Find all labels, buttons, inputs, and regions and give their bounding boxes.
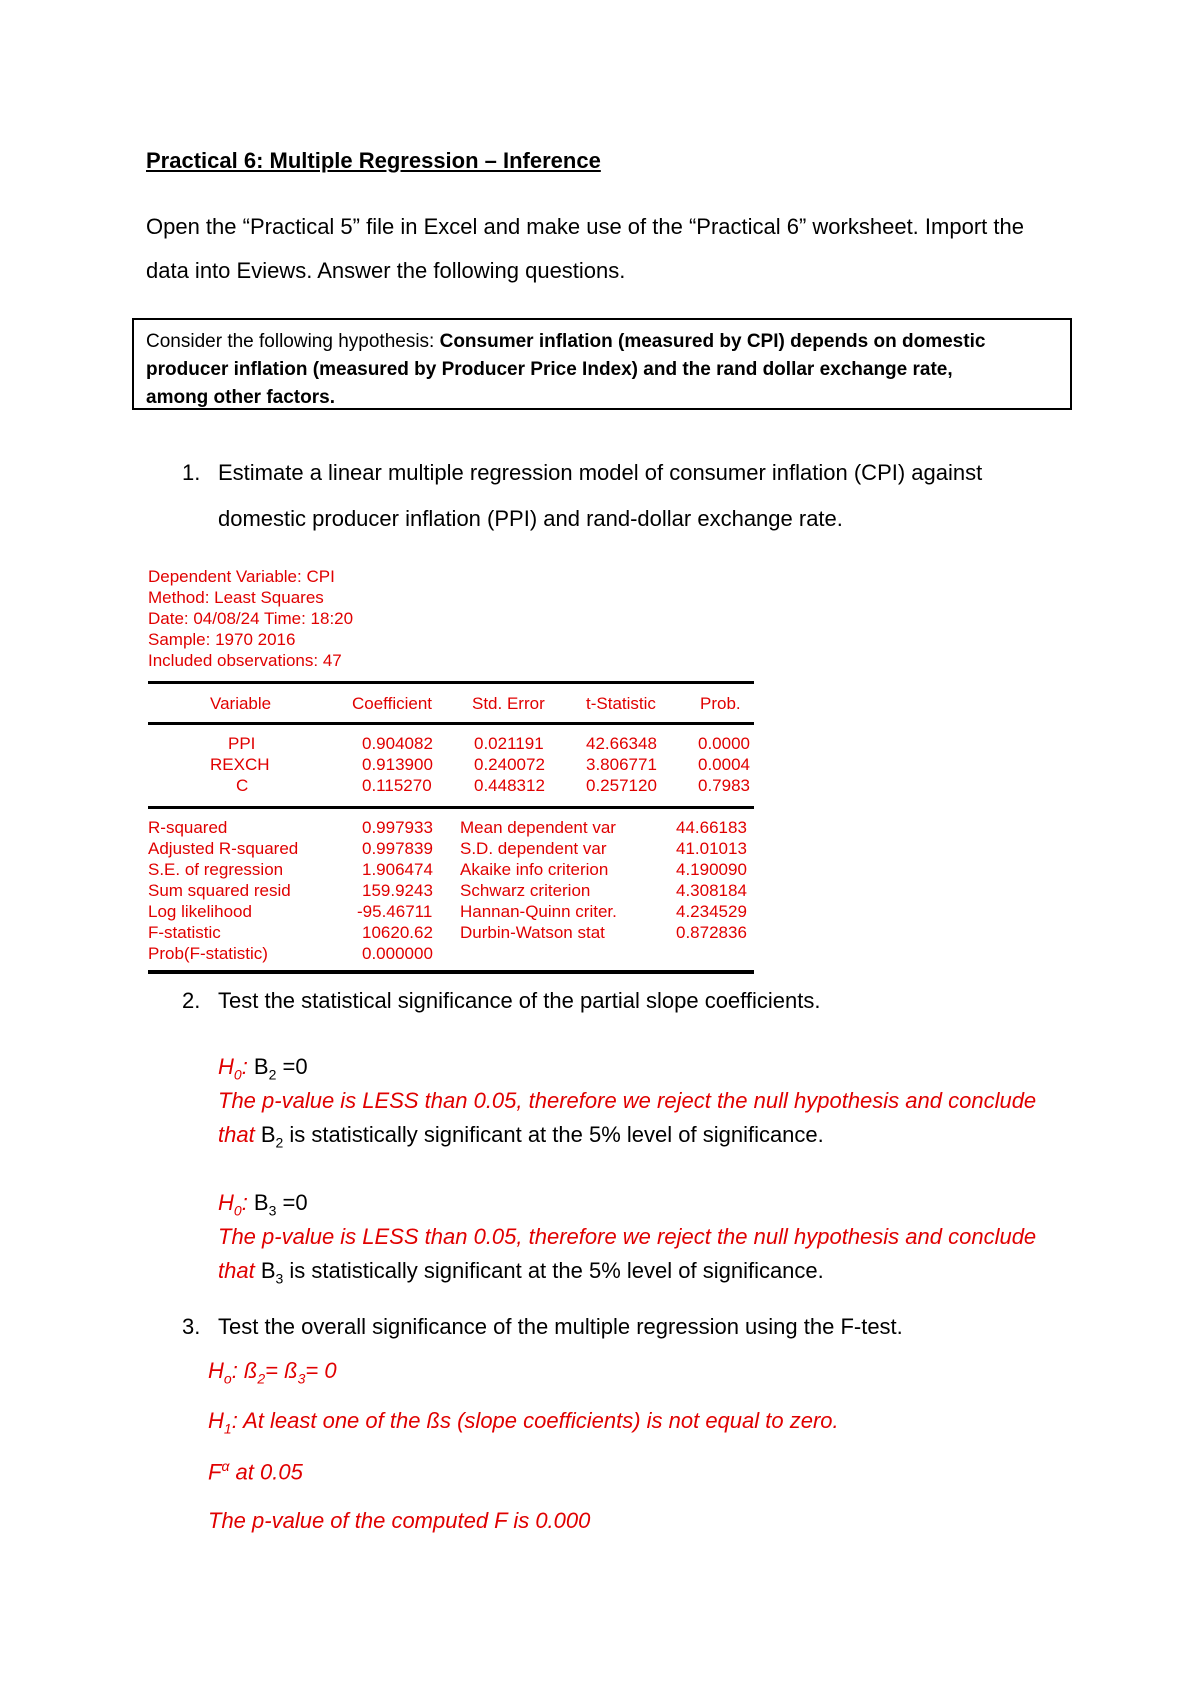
hypothesis-line-1: Consumer inflation (measured by CPI) depends on domestic (439, 331, 986, 352)
question-3-number: 3. (182, 1314, 201, 1339)
stat-label: S.E. of regression (148, 860, 284, 879)
row-c-std-error: 0.448312 (474, 776, 545, 795)
stat-label: Schwarz criterion (460, 881, 591, 900)
stat-value: 0.997933 (362, 818, 433, 837)
stat-value: 0.000000 (362, 944, 433, 963)
stat-label: Sum squared resid (148, 881, 291, 900)
row-c-t-statistic: 0.257120 (586, 776, 657, 795)
question-2-text: Test the statistical significance of the partial slope coefficients. (218, 988, 821, 1013)
eviews-header-line: Method: Least Squares (148, 588, 324, 607)
intro-line-2: data into Eviews. Answer the following questions. (146, 258, 626, 283)
stat-label: F-statistic (148, 923, 221, 942)
answer-b2-line-1: The p-value is LESS than 0.05, therefore we reject the null hypothesis and conclude (218, 1088, 1037, 1113)
table-rule-bottom (148, 970, 754, 974)
eviews-header-line: Included observations: 47 (148, 651, 342, 670)
stat-value: -95.46711 (357, 902, 433, 921)
question-1-number: 1. (182, 460, 201, 485)
stat-value: 4.190090 (676, 860, 747, 879)
h0-b2: $H_0$: $B_2 =0$ (218, 1054, 308, 1083)
row-rexch-t-statistic: 3.806771 (586, 755, 657, 774)
question-2-number: 2. (182, 988, 201, 1013)
hypothesis-line-2: producer inflation (measured by Producer Price Index) and the rand dollar exchange rate, (146, 359, 953, 380)
eviews-header (148, 566, 353, 671)
eviews-header-line: Date: 04/08/24 Time: 18:20 (148, 609, 354, 628)
stat-value: 159.9243 (362, 881, 433, 900)
row-ppi-variable: PPI (228, 734, 256, 753)
stat-label: Mean dependent var (460, 818, 616, 837)
question-3-text: Test the overall significance of the multiple regression using the F-test. (218, 1314, 903, 1339)
row-ppi-std-error: 0.021191 (474, 734, 544, 753)
stat-label: Prob(F-statistic) (148, 944, 268, 963)
stat-label: Hannan-Quinn criter. (460, 902, 617, 921)
table-rule-top (148, 681, 754, 684)
row-c-variable: C (236, 776, 249, 795)
row-rexch-std-error: 0.240072 (474, 755, 545, 774)
p-value-statement: The p-value of the computed F is 0.000 (208, 1508, 591, 1533)
f-critical: $F^\alpha$ at 0.05 (208, 1458, 303, 1485)
eviews-header-line: Sample: 1970 2016 (148, 630, 296, 649)
h1-overall: $H_1$: At least one of the ßs (slope coefficients) is not equal to zero. (208, 1408, 839, 1437)
hypothesis-box (132, 318, 1072, 410)
stat-value: 1.906474 (362, 860, 433, 879)
stat-value: 0.872836 (676, 923, 747, 942)
hypothesis-line-3: among other factors. (146, 387, 335, 408)
h0-overall: $H_o$: $ß_2=$ $ß_3= 0$ (208, 1358, 337, 1387)
row-rexch-prob: 0.0004 (698, 755, 750, 774)
row-ppi-coefficient: 0.904082 (362, 734, 433, 753)
stat-value: 4.308184 (676, 881, 747, 900)
stat-label: Akaike info criterion (460, 860, 609, 879)
stat-label: S.D. dependent var (460, 839, 607, 858)
stat-label: Adjusted R-squared (148, 839, 299, 858)
table-rule-stats (148, 806, 754, 809)
column-header-t-statistic: t-Statistic (586, 694, 656, 713)
row-c-prob: 0.7983 (698, 776, 750, 795)
stat-value: 44.66183 (676, 818, 747, 837)
answer-b3-line-1: The p-value is LESS than 0.05, therefore we reject the null hypothesis and conclude (218, 1224, 1037, 1249)
row-c-coefficient: 0.115270 (362, 776, 432, 795)
stat-value: 4.234529 (676, 902, 747, 921)
table-rule-header (148, 722, 754, 725)
answer-b3-line-2: that $B_3$ is statistically significant at the 5% level of significance. (218, 1258, 824, 1287)
stat-label: Durbin-Watson stat (460, 923, 605, 942)
h0-b3: $H_0$: $B_3 =0$ (218, 1190, 308, 1219)
hypothesis-prefix: Consider the following hypothesis: (146, 331, 440, 352)
row-ppi-prob: 0.0000 (698, 734, 750, 753)
question-1-line-1: Estimate a linear multiple regression model of consumer inflation (CPI) against (218, 460, 983, 485)
intro-line-1: Open the “Practical 5” file in Excel and make use of the “Practical 6” worksheet. Import the (146, 214, 1024, 239)
stat-label: Log likelihood (148, 902, 252, 921)
stat-value: 0.997839 (362, 839, 433, 858)
column-header-variable: Variable (210, 694, 272, 713)
stat-value: 10620.62 (362, 923, 433, 942)
row-ppi-t-statistic: 42.66348 (586, 734, 657, 753)
question-1-line-2: domestic producer inflation (PPI) and rand-dollar exchange rate. (218, 506, 843, 531)
page-title: Practical 6: Multiple Regression – Inference (146, 148, 601, 173)
row-rexch-variable: REXCH (210, 755, 270, 774)
answer-b2-line-2: that $B_2$ is statistically significant at the 5% level of significance. (218, 1122, 824, 1151)
column-header-prob: Prob. (700, 694, 741, 713)
stat-value: 41.01013 (676, 839, 747, 858)
column-header-coefficient: Coefficient (352, 694, 433, 713)
stat-label: R-squared (148, 818, 228, 837)
column-header-std-error: Std. Error (472, 694, 545, 713)
row-rexch-coefficient: 0.913900 (362, 755, 433, 774)
eviews-header-line: Dependent Variable: CPI (148, 567, 335, 586)
